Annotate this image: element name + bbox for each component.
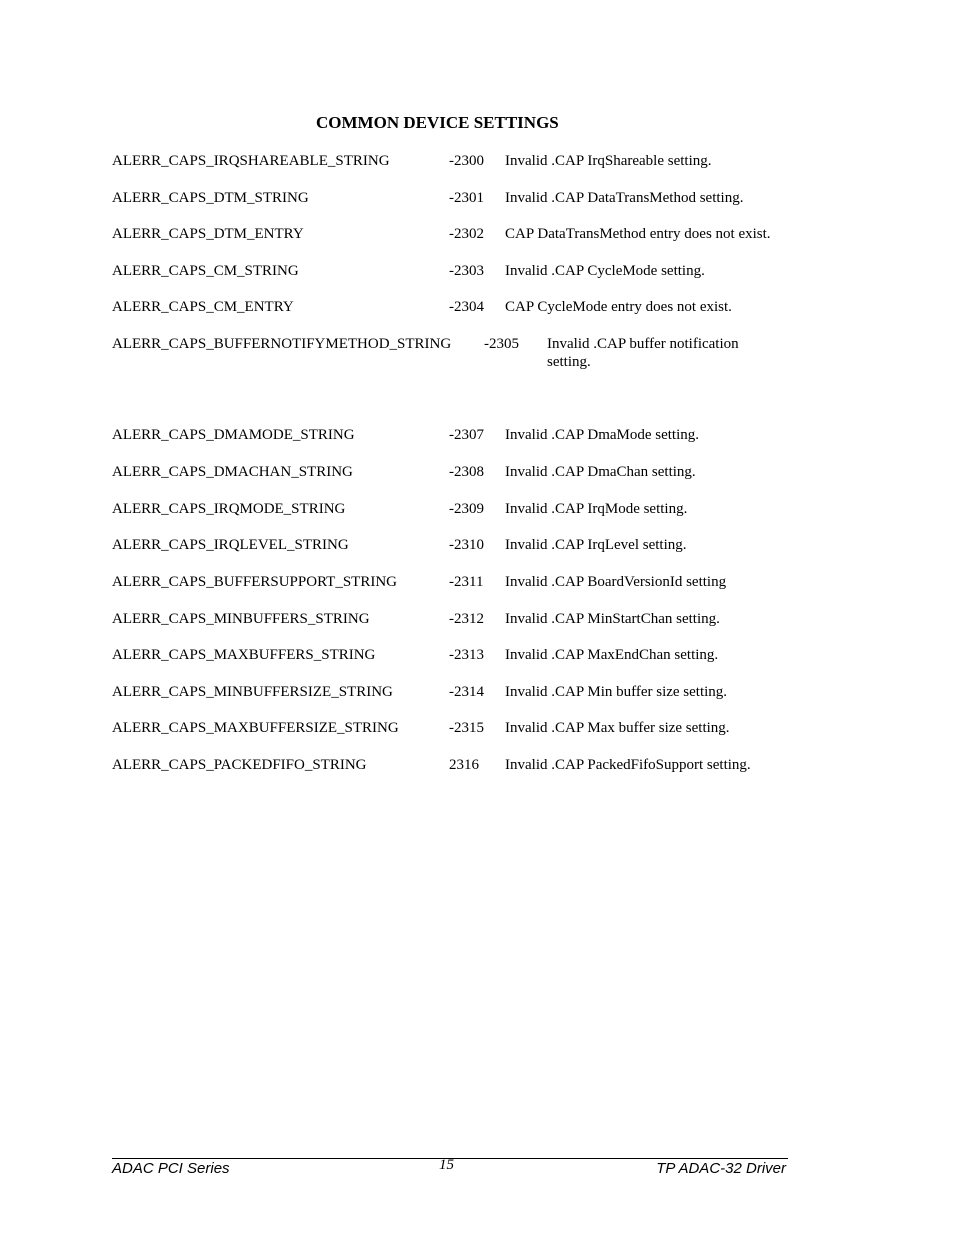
error-description: Invalid .CAP buffer notification setting. bbox=[547, 336, 739, 370]
error-description: Invalid .CAP Min buffer size setting. bbox=[505, 684, 728, 700]
page-heading: COMMON DEVICE SETTINGS bbox=[316, 113, 559, 132]
error-name: ALERR_CAPS_MINBUFFERS_STRING bbox=[112, 611, 370, 627]
footer-series: ADAC PCI Series bbox=[112, 1160, 230, 1177]
error-code: -2309 bbox=[449, 501, 484, 517]
error-code: -2308 bbox=[449, 464, 484, 480]
error-name: ALERR_CAPS_CM_STRING bbox=[112, 263, 299, 279]
error-code: -2301 bbox=[449, 190, 484, 206]
error-code: -2312 bbox=[449, 611, 484, 627]
error-name: ALERR_CAPS_MAXBUFFERSIZE_STRING bbox=[112, 720, 399, 736]
error-description: Invalid .CAP Max buffer size setting. bbox=[505, 720, 730, 736]
error-description: Invalid .CAP IrqShareable setting. bbox=[505, 153, 712, 169]
error-code: -2315 bbox=[449, 720, 484, 736]
error-code: -2304 bbox=[449, 299, 484, 315]
error-code: 2316 bbox=[449, 757, 479, 773]
error-description: Invalid .CAP DmaMode setting. bbox=[505, 427, 700, 443]
error-name: ALERR_CAPS_IRQSHAREABLE_STRING bbox=[112, 153, 390, 169]
error-code: -2311 bbox=[449, 574, 484, 590]
error-code: -2313 bbox=[449, 647, 484, 663]
error-description: Invalid .CAP DataTransMethod setting. bbox=[505, 190, 744, 206]
error-name: ALERR_CAPS_DTM_ENTRY bbox=[112, 226, 304, 242]
error-code: -2307 bbox=[449, 427, 484, 443]
error-description: Invalid .CAP IrqLevel setting. bbox=[505, 537, 687, 553]
error-code: -2314 bbox=[449, 684, 484, 700]
error-name: ALERR_CAPS_PACKEDFIFO_STRING bbox=[112, 757, 367, 773]
error-description: Invalid .CAP IrqMode setting. bbox=[505, 501, 688, 517]
error-description: Invalid .CAP PackedFifoSupport setting. bbox=[505, 757, 751, 773]
error-name: ALERR_CAPS_DMACHAN_STRING bbox=[112, 464, 353, 480]
error-description: Invalid .CAP BoardVersionId setting bbox=[505, 574, 727, 590]
error-name: ALERR_CAPS_IRQMODE_STRING bbox=[112, 501, 346, 517]
error-description: CAP DataTransMethod entry does not exist. bbox=[505, 226, 771, 242]
footer-product: TP ADAC-32 Driver bbox=[656, 1160, 786, 1177]
error-name: ALERR_CAPS_BUFFERSUPPORT_STRING bbox=[112, 574, 398, 590]
error-description: Invalid .CAP DmaChan setting. bbox=[505, 464, 696, 480]
error-name: ALERR_CAPS_IRQLEVEL_STRING bbox=[112, 537, 349, 553]
error-name: ALERR_CAPS_DTM_STRING bbox=[112, 190, 309, 206]
error-name: ALERR_CAPS_DMAMODE_STRING bbox=[112, 427, 355, 443]
error-code: -2300 bbox=[449, 153, 484, 169]
error-code: -2303 bbox=[449, 263, 484, 279]
error-code: -2310 bbox=[449, 537, 484, 553]
error-name: ALERR_CAPS_MAXBUFFERS_STRING bbox=[112, 647, 376, 663]
error-code: -2305 bbox=[484, 336, 519, 352]
error-name: ALERR_CAPS_BUFFERNOTIFYMETHOD_STRING bbox=[112, 336, 452, 352]
error-code: -2302 bbox=[449, 226, 484, 242]
error-name: ALERR_CAPS_CM_ENTRY bbox=[112, 299, 294, 315]
error-description: Invalid .CAP MaxEndChan setting. bbox=[505, 647, 719, 663]
error-description: Invalid .CAP CycleMode setting. bbox=[505, 263, 705, 279]
error-description: CAP CycleMode entry does not exist. bbox=[505, 299, 732, 315]
page-number: 15 bbox=[439, 1157, 454, 1173]
error-description: Invalid .CAP MinStartChan setting. bbox=[505, 611, 720, 627]
error-name: ALERR_CAPS_MINBUFFERSIZE_STRING bbox=[112, 684, 393, 700]
